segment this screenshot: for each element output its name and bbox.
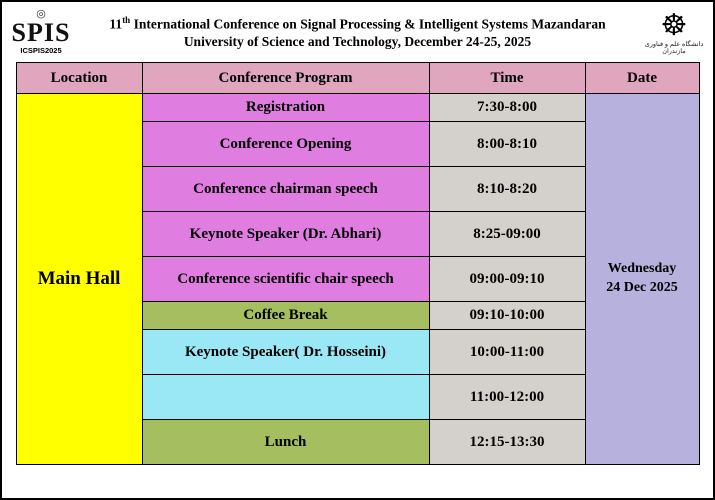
title-line-2: University of Science and Technology, December 24-25, 2025 (183, 33, 532, 49)
title-main-text: International Conference on Signal Processing & Intelligent Systems Mazandaran (130, 16, 606, 32)
program-cell: Conference scientific chair speech (142, 257, 429, 302)
conference-emblem-icon (10, 8, 72, 56)
column-header-date: Date (585, 63, 699, 94)
column-header-program: Conference Program (142, 63, 429, 94)
date-line-1: Wednesday (607, 261, 677, 277)
time-cell: 09:10-10:00 (429, 302, 585, 330)
emblem-caption: ICSPIS2025 (20, 46, 62, 56)
university-emblem-caption: دانشگاه علم و فناوری مازندران (644, 41, 704, 55)
program-cell: Keynote Speaker( Dr. Hosseini) (142, 330, 429, 375)
university-emblem-icon (643, 8, 705, 55)
table-row (16, 94, 699, 122)
time-cell: 7:30-8:00 (429, 94, 585, 122)
title-ordinal-suffix: th (122, 15, 131, 26)
location-cell: Main Hall (16, 94, 142, 465)
page-title (72, 15, 643, 50)
column-header-location: Location (16, 63, 142, 94)
time-cell: 11:00-12:00 (429, 375, 585, 420)
program-cell (142, 375, 429, 420)
table-header-row (16, 63, 699, 94)
program-cell: Conference Opening (142, 122, 429, 167)
column-header-time: Time (429, 63, 585, 94)
schedule-table (16, 62, 700, 465)
program-cell: Coffee Break (142, 302, 429, 330)
date-line-2: 24 Dec 2025 (606, 280, 678, 295)
time-cell: 12:15-13:30 (429, 420, 585, 465)
time-cell: 8:25-09:00 (429, 212, 585, 257)
emblem-mark: SPIS (11, 18, 71, 48)
schedule-body (16, 94, 699, 465)
time-cell: 10:00-11:00 (429, 330, 585, 375)
emblem-ring-top: ◎ (36, 8, 46, 21)
university-emblem-glyph: ☸ (660, 8, 688, 43)
title-ordinal-number: 11 (109, 16, 123, 32)
program-cell: Registration (142, 94, 429, 122)
page-header (2, 2, 713, 60)
program-cell: Conference chairman speech (142, 167, 429, 212)
time-cell: 8:10-8:20 (429, 167, 585, 212)
title-line-1 (78, 15, 637, 33)
program-cell: Lunch (142, 420, 429, 465)
program-cell: Keynote Speaker (Dr. Abhari) (142, 212, 429, 257)
time-cell: 8:00-8:10 (429, 122, 585, 167)
time-cell: 09:00-09:10 (429, 257, 585, 302)
date-cell (585, 94, 699, 465)
